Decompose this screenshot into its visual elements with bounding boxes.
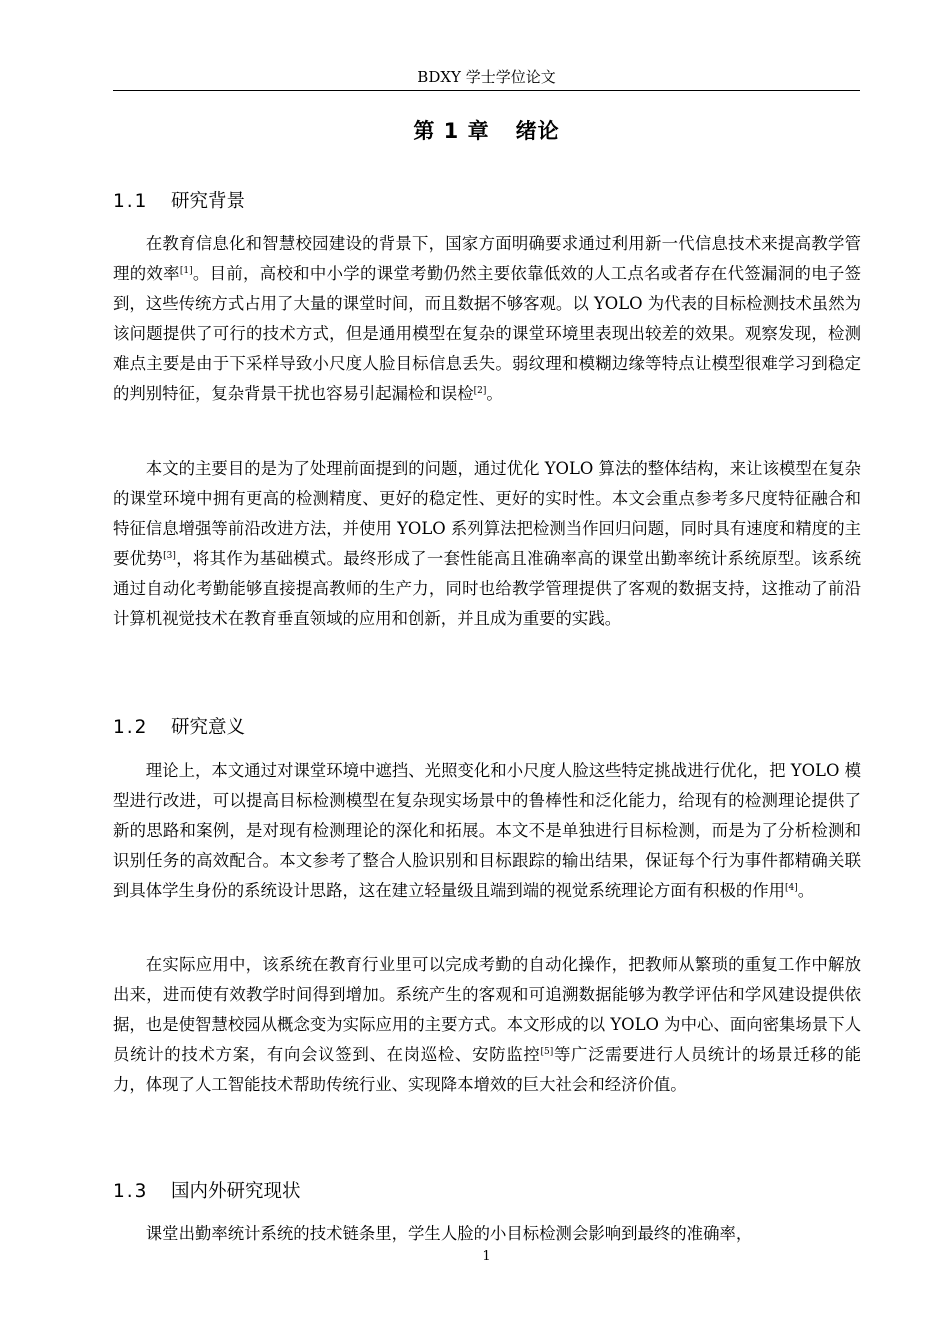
- paragraph-text: 。: [486, 384, 503, 403]
- citation: [2]: [473, 386, 487, 396]
- paragraph-research-status: [113, 1219, 861, 1249]
- page-number: 1: [482, 1249, 491, 1264]
- section-title: 研究意义: [171, 717, 246, 738]
- paragraph-text: 在教育信息化和智慧校园建设的背景下，国家方面明确要求通过利用新一代信息技术来提高教学管理的效率: [113, 234, 861, 283]
- paragraph-text: 。: [797, 881, 815, 900]
- citation: [1]: [179, 266, 193, 276]
- header-rule: [113, 90, 860, 91]
- section-heading-1-3: [113, 1178, 860, 1206]
- section-heading-1-1: [113, 188, 860, 216]
- paragraph-significance-2: [113, 950, 861, 1100]
- section-title: 研究背景: [171, 191, 246, 212]
- page-header: BDXY 学士学位论文: [417, 68, 556, 86]
- paragraph-text: 在实际应用中，该系统在教育行业里可以完成考勤的自动化操作，把教师从繁琐的重复工作中解放出来，进而使有效教学时间得到增加。系统产生的客观和可追溯数据能够为教学评估和学风建设提供依据，也是使智慧校园从概念变为实际应用的主要方式。本文形成的以 YOLO 为中心、面向密集场景下人员统计的技术方案，有向会议签到、在岗巡检、安防监控: [113, 955, 861, 1064]
- chapter-number: 第 1 章: [413, 119, 490, 143]
- section-number: 1.3: [113, 1181, 149, 1202]
- citation: [3]: [163, 551, 176, 561]
- paragraph-text: 本文的主要目的是为了处理前面提到的问题，通过优化 YOLO 算法的整体结构，来让该模型在复杂的课堂环境中拥有更高的检测精度、更好的稳定性、更好的实时性。本文会重点参考多尺度特征融合和特征信息增强等前沿改进方法，并使用 YOLO 系列算法把检测当作回归问题，同时具有速度和精度的主要优势: [113, 459, 861, 568]
- chapter-name: 绪论: [515, 119, 560, 143]
- paragraph-text: 等广泛需要进行人员统计的场景迁移的能力，体现了人工智能技术帮助传统行业、实现降本增效的巨大社会和经济价值。: [113, 1045, 862, 1094]
- chapter-title: [113, 116, 860, 146]
- section-title: 国内外研究现状: [171, 1181, 301, 1202]
- paragraph-significance-1: [113, 756, 861, 906]
- citation: [5]: [540, 1047, 554, 1057]
- paragraph-text: 理论上，本文通过对课堂环境中遮挡、光照变化和小尺度人脸这些特定挑战进行优化，把 YOLO 模型进行改进，可以提高目标检测模型在复杂现实场景中的鲁棒性和泛化能力，给现有的检测理论提供了新的思路和案例，是对现有检测理论的深化和拓展。本文不是单独进行目标检测，而是为了分析检测和识别任务的高效配合。本文参考了整合人脸识别和目标跟踪的输出结果，保证每个行为事件都精确关联到具体学生身份的系统设计思路，这在建立轻量级且端到端的视觉系统理论方面有积极的作用: [113, 761, 861, 900]
- section-number: 1.2: [113, 717, 149, 738]
- section-number: 1.1: [113, 191, 149, 212]
- paragraph-text: ，将其作为基础模式。最终形成了一套性能高且准确率高的课堂出勤率统计系统原型。该系统通过自动化考勤能够直接提高教师的生产力，同时也给教学管理提供了客观的数据支持，这推动了前沿计算机视觉技术在教育垂直领域的应用和创新，并且成为重要的实践。: [113, 549, 862, 628]
- paragraph-text: 课堂出勤率统计系统的技术链条里，学生人脸的小目标检测会影响到最终的准确率，: [145, 1224, 753, 1243]
- paragraph-background-1: [113, 229, 861, 409]
- citation: [4]: [785, 883, 798, 893]
- paragraph-text: 。目前，高校和中小学的课堂考勤仍然主要依靠低效的人工点名或者存在代签漏洞的电子签到，这些传统方式占用了大量的课堂时间，而且数据不够客观。以 YOLO 为代表的目标检测技术虽然为该问题提供了可行的技术方式，但是通用模型在复杂的课堂环境里表现出较差的效果。观察发现，检测难点主要是由于下采样导致小尺度人脸目标信息丢失。弱纹理和模糊边缘等特点让模型很难学习到稳定的判别特征，复杂背景干扰也容易引起漏检和误检: [113, 264, 862, 403]
- section-heading-1-2: [113, 714, 860, 742]
- paragraph-background-2: [113, 454, 861, 634]
